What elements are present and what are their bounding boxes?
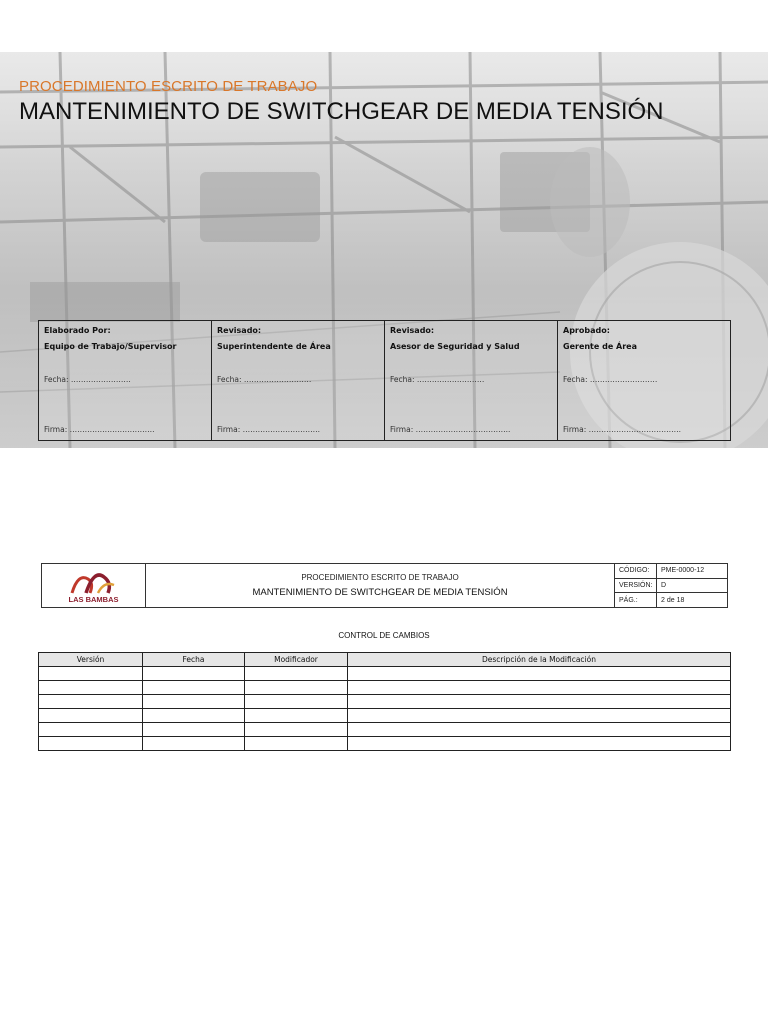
approval-responsible: Equipo de Trabajo/Supervisor xyxy=(44,342,177,351)
approval-table xyxy=(38,320,731,441)
header-procedure-title: MANTENIMIENTO DE SWITCHGEAR DE MEDIA TENSIÓN xyxy=(252,587,508,598)
table-cell xyxy=(245,709,348,723)
las-bambas-logo-icon xyxy=(68,569,120,595)
table-cell xyxy=(39,695,143,709)
table-cell xyxy=(245,737,348,751)
approval-date: Fecha: …………………… xyxy=(44,375,131,384)
table-cell xyxy=(348,709,731,723)
approval-date: Fecha: ……………………… xyxy=(390,375,485,384)
table-row xyxy=(39,695,731,709)
table-cell xyxy=(348,737,731,751)
version-label: VERSIÓN: xyxy=(615,579,657,593)
approval-role: Revisado: xyxy=(217,326,262,335)
approval-signature: Firma: ……………………………. xyxy=(44,425,155,434)
page-value: 2 de 18 xyxy=(661,596,685,604)
approval-cell-aprobado xyxy=(558,321,730,440)
approval-date: Fecha: ……………………… xyxy=(217,375,312,384)
approval-signature: Firma: …………………………. xyxy=(217,425,321,434)
table-cell xyxy=(348,667,731,681)
table-header-row xyxy=(39,653,731,667)
page-label: PÁG.: xyxy=(615,593,657,607)
header-codigo-row xyxy=(615,564,727,579)
change-control-title: CONTROL DE CAMBIOS xyxy=(338,631,430,640)
table-cell xyxy=(39,709,143,723)
table-cell xyxy=(245,667,348,681)
approval-role: Aprobado: xyxy=(563,326,610,335)
table-cell xyxy=(143,681,245,695)
header-procedure-type: PROCEDIMIENTO ESCRITO DE TRABAJO xyxy=(301,573,459,582)
column-header-descripcion: Descripción de la Modificación xyxy=(348,653,731,667)
approval-signature: Firma: ……………………………….. xyxy=(390,425,511,434)
cover-title: MANTENIMIENTO DE SWITCHGEAR DE MEDIA TENSIÓN xyxy=(19,98,664,125)
codigo-label: CÓDIGO: xyxy=(615,564,657,578)
approval-cell-revisado-superintendente xyxy=(212,321,385,440)
logo-text: LAS BAMBAS xyxy=(68,595,119,604)
table-cell xyxy=(143,737,245,751)
table-cell xyxy=(143,667,245,681)
codigo-value: PME-0000-12 xyxy=(661,567,705,575)
table-cell xyxy=(245,723,348,737)
version-value: D xyxy=(661,582,667,589)
change-control-table xyxy=(38,652,731,751)
table-cell xyxy=(39,737,143,751)
approval-cell-elaborado xyxy=(39,321,212,440)
approval-signature: Firma: ………………………………. xyxy=(563,425,682,434)
table-cell xyxy=(39,681,143,695)
column-header-version: Versión xyxy=(39,653,143,667)
table-row xyxy=(39,709,731,723)
table-cell xyxy=(39,667,143,681)
approval-role: Revisado: xyxy=(390,326,435,335)
table-cell xyxy=(245,681,348,695)
table-row xyxy=(39,667,731,681)
header-page-row xyxy=(615,593,727,607)
approval-date: Fecha: ……………………… xyxy=(563,375,658,384)
header-version-row xyxy=(615,579,727,594)
document-header xyxy=(41,563,728,608)
approval-responsible: Superintendente de Área xyxy=(217,342,331,351)
column-header-fecha: Fecha xyxy=(143,653,245,667)
table-cell xyxy=(143,709,245,723)
table-cell xyxy=(143,695,245,709)
header-title-block xyxy=(146,564,615,607)
table-row xyxy=(39,681,731,695)
cover-subtitle: PROCEDIMIENTO ESCRITO DE TRABAJO xyxy=(19,78,318,95)
approval-cell-revisado-asesor xyxy=(385,321,558,440)
table-cell xyxy=(39,723,143,737)
table-row xyxy=(39,737,731,751)
header-meta xyxy=(615,564,727,607)
approval-responsible: Gerente de Área xyxy=(563,342,637,351)
table-cell xyxy=(348,695,731,709)
table-cell xyxy=(245,695,348,709)
approval-role: Elaborado Por: xyxy=(44,326,111,335)
cover-page xyxy=(0,52,768,448)
company-logo xyxy=(42,564,146,607)
table-cell xyxy=(348,681,731,695)
approval-responsible: Asesor de Seguridad y Salud xyxy=(390,342,520,351)
table-cell xyxy=(348,723,731,737)
column-header-modificador: Modificador xyxy=(245,653,348,667)
table-cell xyxy=(143,723,245,737)
table-row xyxy=(39,723,731,737)
